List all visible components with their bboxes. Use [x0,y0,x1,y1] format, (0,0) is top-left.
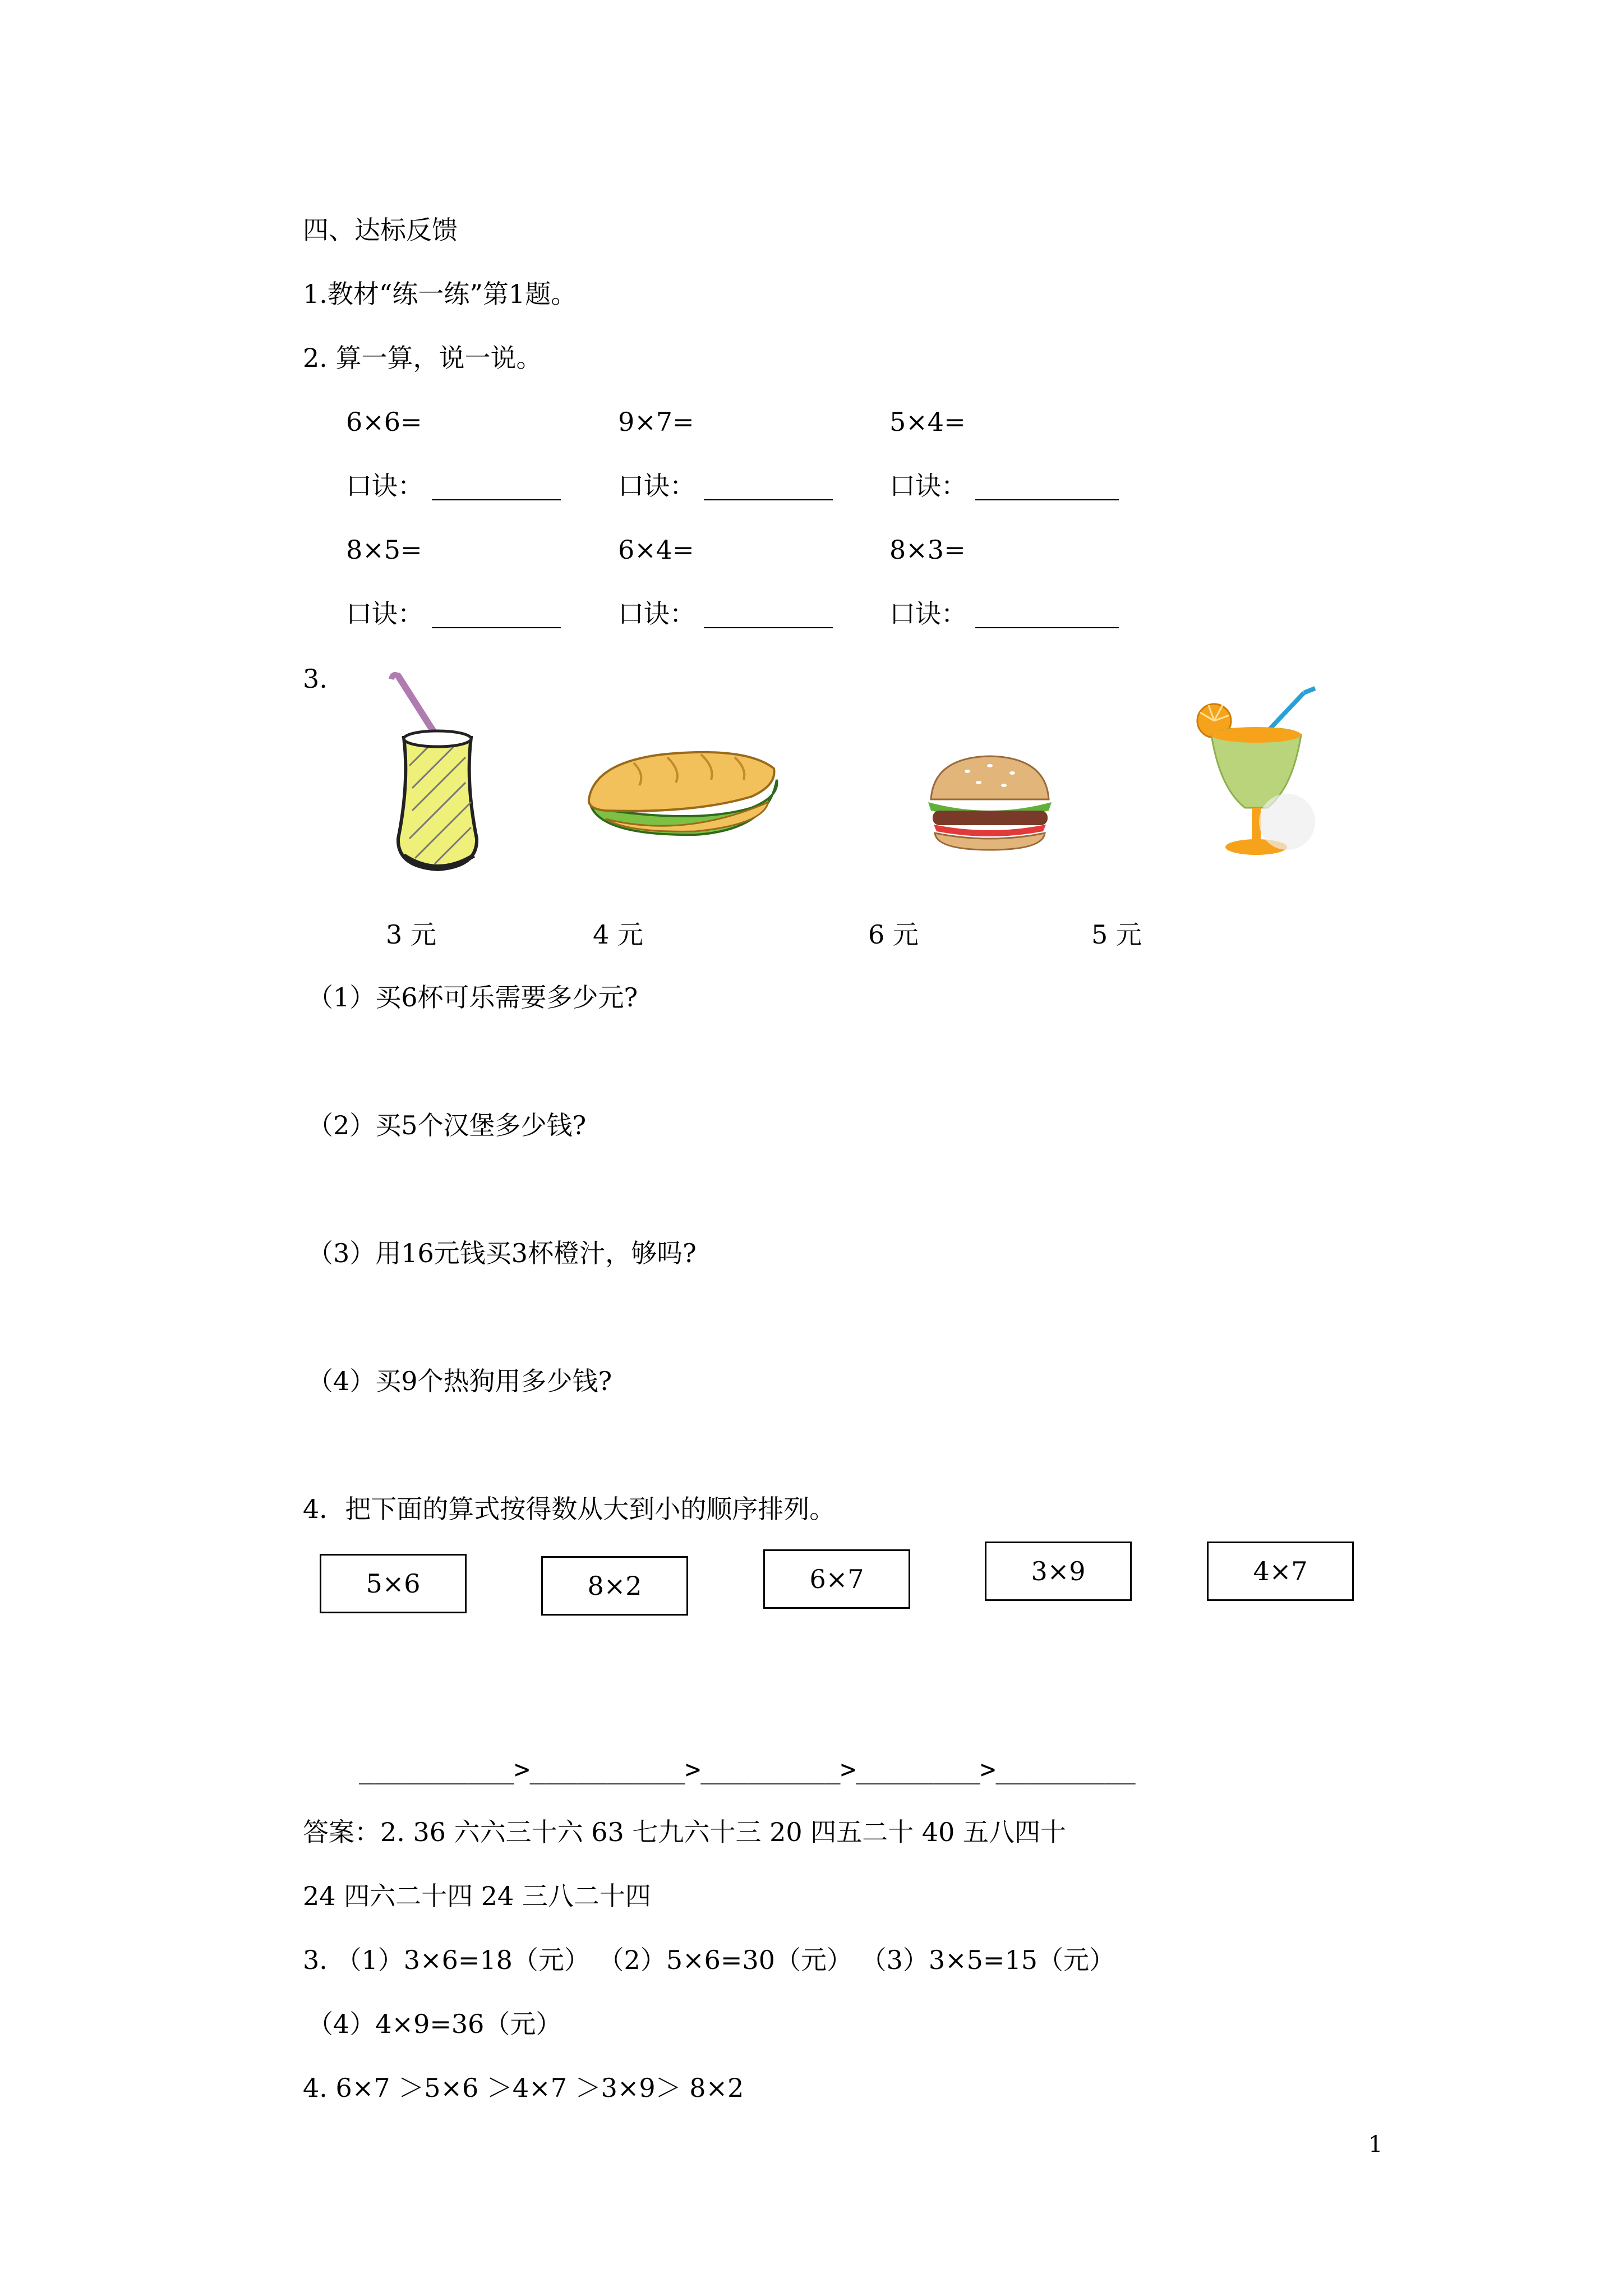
expression: 6×4= [618,535,694,565]
cola-icon [381,670,494,884]
answer-line: 24 四六二十四 24 三八二十四 [303,1881,651,1911]
answer-line: 3. （1）3×6=18（元） （2）5×6=30（元） （3）3×5=15（元） [303,1945,1115,1975]
answer-blank[interactable] [704,499,833,500]
answer-blank[interactable] [704,627,833,628]
question-3-number: 3. [303,664,328,694]
expression: 8×3= [889,535,966,565]
expression: 9×7= [618,407,694,437]
page-number: 1 [1368,2132,1383,2157]
hamburger-icon [923,752,1057,853]
expression: 6×6= [346,407,422,437]
price-label: 3 元 [386,919,436,950]
expression: 5×4= [889,407,966,437]
koujue-label: 口诀： [889,471,967,501]
subquestion: （1）买6杯可乐需要多少元? [307,982,638,1013]
answer-blank[interactable] [975,627,1119,628]
orange-juice-icon [1189,682,1318,867]
koujue-label: 口诀： [346,471,423,501]
expression-box: 6×7 [763,1549,910,1609]
subquestion: （2）买5个汉堡多少钱? [307,1110,587,1140]
expression: 8×5= [346,535,422,565]
answer-blank[interactable] [975,499,1119,500]
price-label: 4 元 [593,919,643,950]
price-label: 6 元 [868,919,919,950]
expression-box: 4×7 [1207,1542,1354,1601]
koujue-label: 口诀： [618,471,695,501]
price-label: 5 元 [1091,919,1142,950]
subquestion: （3）用16元钱买3杯橙汁，够吗? [307,1238,697,1268]
koujue-label: 口诀： [346,599,423,629]
hotdog-icon [583,740,785,841]
expression-box: 5×6 [320,1554,467,1613]
section-title: 四、达标反馈 [303,215,458,245]
answer-line: （4）4×9=36（元） [307,2009,562,2039]
subquestion: （4）买9个热狗用多少钱? [307,1366,612,1396]
expression-box: 8×2 [541,1556,688,1616]
order-answer-line[interactable]: __________>__________>_________>________>_________ [359,1754,1136,1784]
question-1: 1.教材“练一练”第1题。 [303,279,577,309]
answer-blank[interactable] [432,627,561,628]
koujue-label: 口诀： [618,599,695,629]
question-4-title: 4．把下面的算式按得数从大到小的顺序排列。 [303,1494,836,1524]
expression-box: 3×9 [985,1542,1132,1601]
answer-blank[interactable] [432,499,561,500]
question-2-title: 2. 算一算，说一说。 [303,343,542,373]
answer-line: 4. 6×7 ＞5×6 ＞4×7 ＞3×9＞ 8×2 [303,2073,744,2103]
answer-line: 答案：2. 36 六六三十六 63 七九六十三 20 四五二十 40 五八四十 [303,1817,1066,1847]
koujue-label: 口诀： [889,599,967,629]
